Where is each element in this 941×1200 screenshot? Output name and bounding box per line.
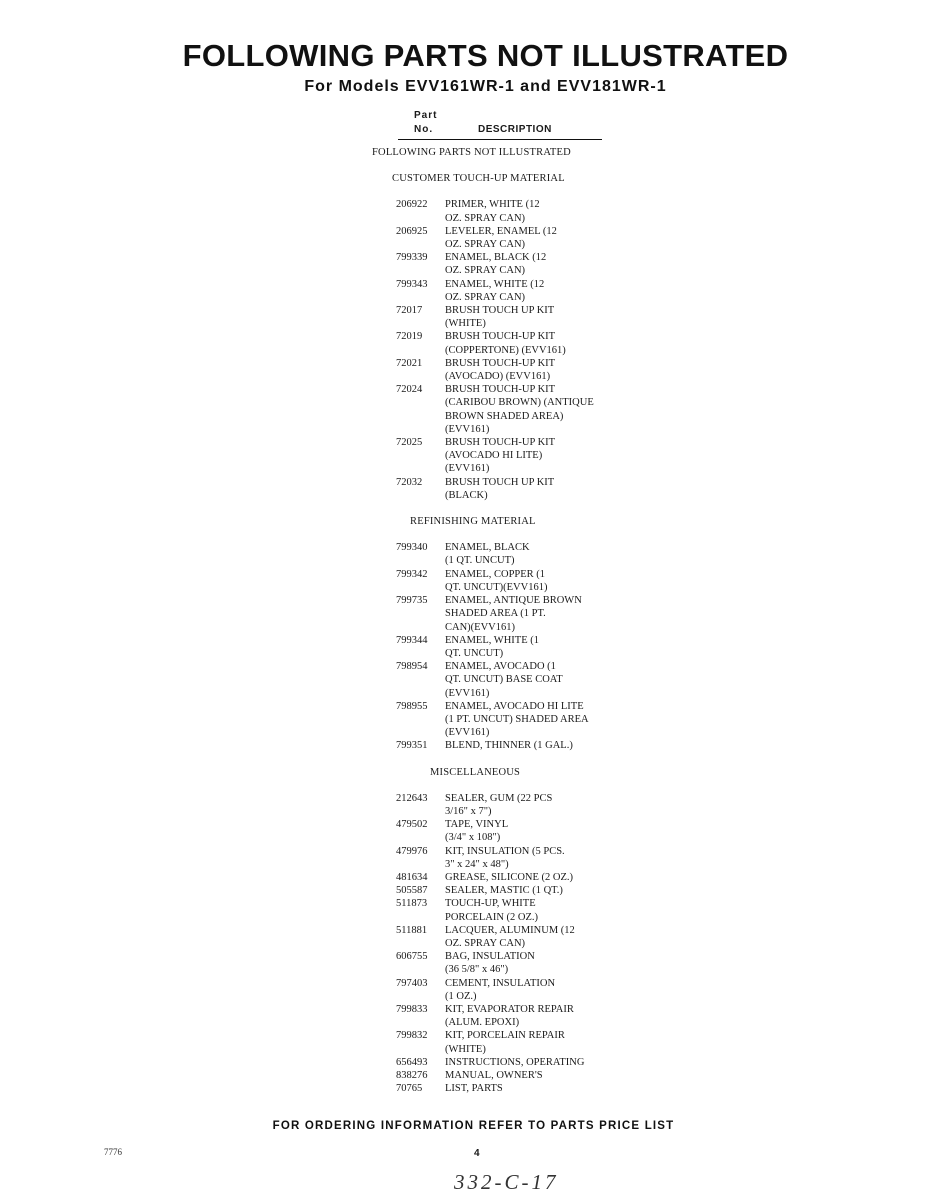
description-line: ENAMEL, WHITE (1: [445, 634, 539, 646]
description-line: (COPPERTONE) (EVV161): [445, 344, 566, 356]
part-description: [442, 225, 632, 251]
parts-sections: [372, 172, 632, 1095]
part-number: 798955: [396, 700, 428, 712]
description-line: OZ. SPRAY CAN): [445, 239, 526, 251]
part-description: [442, 871, 632, 884]
models-subtitle: For Models EVV161WR-1 and EVV181WR-1: [304, 78, 667, 95]
part-number: 206925: [396, 225, 428, 237]
part-description: [442, 634, 632, 660]
part-number: 72024: [396, 384, 423, 396]
part-number: 799735: [396, 595, 428, 607]
part-description: [442, 818, 632, 844]
description-line: OZ. SPRAY CAN): [445, 291, 526, 303]
part-number: 70765: [396, 1083, 423, 1095]
part-description: [442, 845, 632, 871]
description-line: (ALUM. EPOXI): [445, 1017, 520, 1029]
part-description: [442, 1056, 632, 1069]
part-row: [372, 1029, 632, 1055]
part-number: 212643: [396, 792, 428, 804]
description-line: (AVOCADO) (EVV161): [445, 371, 551, 383]
description-line: (AVOCADO HI LITE): [445, 450, 543, 462]
description-line: KIT, PORCELAIN REPAIR: [445, 1030, 565, 1042]
part-number: 799340: [396, 542, 428, 554]
description-line: PORCELAIN (2 OZ.): [445, 911, 539, 923]
description-line: (CARIBOU BROWN) (ANTIQUE: [445, 397, 594, 409]
column-header-description: DESCRIPTION: [478, 124, 552, 135]
description-line: BLEND, THINNER (1 GAL.): [445, 740, 573, 752]
part-row: [372, 739, 632, 752]
description-line: LEVELER, ENAMEL (12: [445, 225, 557, 237]
description-line: (EVV161): [445, 423, 490, 435]
handwritten-number: 332-C-17: [454, 1170, 559, 1194]
description-line: ENAMEL, AVOCADO (1: [445, 661, 556, 673]
part-row: [372, 884, 632, 897]
part-row: [372, 383, 632, 436]
description-line: PRIMER, WHITE (12: [445, 199, 540, 211]
part-row: [372, 436, 632, 476]
part-row: [372, 225, 632, 251]
description-line: (WHITE): [445, 318, 486, 330]
description-line: QT. UNCUT)(EVV161): [445, 581, 548, 593]
description-line: BRUSH TOUCH-UP KIT: [445, 384, 556, 396]
section-items: [372, 198, 632, 502]
part-row: [372, 1082, 632, 1095]
part-number: 799344: [396, 634, 428, 646]
page-title: FOLLOWING PARTS NOT ILLUSTRATED: [182, 38, 789, 73]
description-line: 3" x 24" x 48"): [445, 858, 509, 870]
description-line: BAG, INSULATION: [445, 951, 535, 963]
column-header-part-line1: Part: [414, 110, 438, 121]
description-line: (EVV161): [445, 463, 490, 475]
part-description: [442, 357, 632, 383]
part-description: [442, 541, 632, 567]
part-row: [372, 278, 632, 304]
description-line: OZ. SPRAY CAN): [445, 265, 526, 277]
part-number: 799343: [396, 278, 428, 290]
description-line: (EVV161): [445, 687, 490, 699]
ordering-footer: FOR ORDERING INFORMATION REFER TO PARTS PRICE LIST: [272, 1120, 675, 1132]
part-description: [442, 383, 632, 436]
description-line: (36 5/8" x 46"): [445, 964, 509, 976]
column-header-part-line2: No.: [414, 124, 434, 135]
parts-list: [372, 146, 632, 1108]
part-row: [372, 357, 632, 383]
description-line: QT. UNCUT) BASE COAT: [445, 674, 563, 686]
part-description: [442, 924, 632, 950]
description-line: (3/4" x 108"): [445, 832, 501, 844]
part-description: [442, 1003, 632, 1029]
description-line: TAPE, VINYL: [445, 819, 509, 831]
description-line: SHADED AREA (1 PT.: [445, 608, 546, 620]
description-line: BRUSH TOUCH UP KIT: [445, 305, 555, 317]
description-line: (BLACK): [445, 489, 488, 501]
part-row: [372, 1056, 632, 1069]
part-number: 799342: [396, 568, 428, 580]
part-description: [442, 950, 632, 976]
description-line: BRUSH TOUCH UP KIT: [445, 476, 555, 488]
part-description: [442, 568, 632, 594]
description-line: OZ. SPRAY CAN): [445, 937, 526, 949]
part-description: [442, 251, 632, 277]
part-number: 72017: [396, 305, 423, 317]
part-row: [372, 924, 632, 950]
section-heading: CUSTOMER TOUCH-UP MATERIAL: [392, 173, 565, 185]
part-number: 72019: [396, 331, 423, 343]
description-line: MANUAL, OWNER'S: [445, 1070, 543, 1081]
part-number: 481634: [396, 871, 428, 883]
part-description: [442, 1082, 632, 1095]
part-description: [442, 304, 632, 330]
part-row: [372, 594, 632, 634]
part-number: 72025: [396, 437, 423, 449]
part-description: [442, 278, 632, 304]
part-description: [442, 198, 632, 224]
part-row: [372, 792, 632, 818]
description-line: BRUSH TOUCH-UP KIT: [445, 437, 556, 449]
description-line: QT. UNCUT): [445, 647, 504, 659]
description-line: GREASE, SILICONE (2 OZ.): [445, 871, 574, 883]
margin-code: 7776: [104, 1147, 122, 1157]
description-line: CEMENT, INSULATION: [445, 977, 556, 989]
part-description: [442, 660, 632, 700]
part-description: [442, 594, 632, 634]
description-line: (1 QT. UNCUT): [445, 555, 515, 567]
part-number: 72021: [396, 357, 423, 369]
part-number: 656493: [396, 1056, 428, 1068]
description-line: KIT, INSULATION (5 PCS.: [445, 845, 565, 857]
part-row: [372, 330, 632, 356]
part-description: [442, 330, 632, 356]
description-line: ENAMEL, AVOCADO HI LITE: [445, 700, 584, 712]
part-description: [442, 884, 632, 897]
part-row: [372, 700, 632, 740]
description-line: (EVV161): [445, 727, 490, 739]
part-row: [372, 871, 632, 884]
description-line: ENAMEL, ANTIQUE BROWN: [445, 595, 582, 607]
part-description: [442, 476, 632, 502]
description-line: SEALER, GUM (22 PCS: [445, 792, 553, 804]
part-number: 511881: [396, 924, 428, 936]
section-heading: MISCELLANEOUS: [430, 766, 521, 778]
part-description: [442, 792, 632, 818]
description-line: LIST, PARTS: [445, 1083, 503, 1095]
description-line: ENAMEL, COPPER (1: [445, 568, 546, 580]
section-items: [372, 792, 632, 1096]
part-number: 606755: [396, 951, 428, 963]
part-row: [372, 541, 632, 567]
description-line: BROWN SHADED AREA): [445, 410, 564, 422]
page-number: 4: [474, 1148, 480, 1159]
part-number: 799833: [396, 1003, 428, 1015]
part-row: [372, 198, 632, 224]
part-row: [372, 304, 632, 330]
part-description: [442, 1029, 632, 1055]
description-line: ENAMEL, WHITE (12: [445, 278, 545, 290]
part-description: [442, 897, 632, 923]
part-row: [372, 476, 632, 502]
part-description: [442, 977, 632, 1003]
part-description: [442, 700, 632, 740]
list-lead-heading: FOLLOWING PARTS NOT ILLUSTRATED: [372, 147, 571, 158]
part-row: [372, 660, 632, 700]
description-line: SEALER, MASTIC (1 QT.): [445, 885, 563, 897]
description-line: LACQUER, ALUMINUM (12: [445, 924, 575, 936]
part-description: [442, 739, 632, 752]
part-row: [372, 1003, 632, 1029]
description-line: (1 PT. UNCUT) SHADED AREA: [445, 713, 589, 725]
description-line: ENAMEL, BLACK: [445, 542, 530, 554]
part-row: [372, 818, 632, 844]
description-line: BRUSH TOUCH-UP KIT: [445, 331, 556, 343]
part-number: 511873: [396, 898, 428, 910]
part-row: [372, 845, 632, 871]
part-row: [372, 251, 632, 277]
description-line: 3/16" x 7"): [445, 805, 492, 817]
part-row: [372, 950, 632, 976]
part-row: [372, 977, 632, 1003]
description-line: OZ. SPRAY CAN): [445, 212, 526, 224]
part-number: 479502: [396, 819, 428, 831]
section-items: [372, 541, 632, 752]
description-line: BRUSH TOUCH-UP KIT: [445, 357, 556, 369]
part-row: [372, 568, 632, 594]
part-number: 505587: [396, 885, 428, 897]
part-description: [442, 436, 632, 476]
description-line: KIT, EVAPORATOR REPAIR: [445, 1003, 574, 1015]
part-number: 72032: [396, 476, 423, 488]
part-number: 799832: [396, 1030, 428, 1042]
part-row: [372, 897, 632, 923]
description-line: (WHITE): [445, 1043, 486, 1055]
part-number: 799351: [396, 740, 428, 752]
header-rule: [398, 139, 602, 140]
part-row: [372, 1069, 632, 1082]
part-number: 479976: [396, 845, 428, 857]
part-number: 798954: [396, 661, 428, 673]
description-line: INSTRUCTIONS, OPERATING: [445, 1056, 585, 1068]
part-number: 799339: [396, 252, 428, 264]
description-line: (1 OZ.): [445, 990, 477, 1002]
description-line: ENAMEL, BLACK (12: [445, 252, 547, 264]
description-line: CAN)(EVV161): [445, 621, 515, 633]
part-number: 797403: [396, 977, 428, 989]
part-number: 838276: [396, 1070, 428, 1081]
part-row: [372, 634, 632, 660]
part-description: [442, 1069, 632, 1082]
section-heading: REFINISHING MATERIAL: [410, 516, 536, 528]
part-number: 206922: [396, 199, 428, 211]
description-line: TOUCH-UP, WHITE: [445, 898, 536, 910]
